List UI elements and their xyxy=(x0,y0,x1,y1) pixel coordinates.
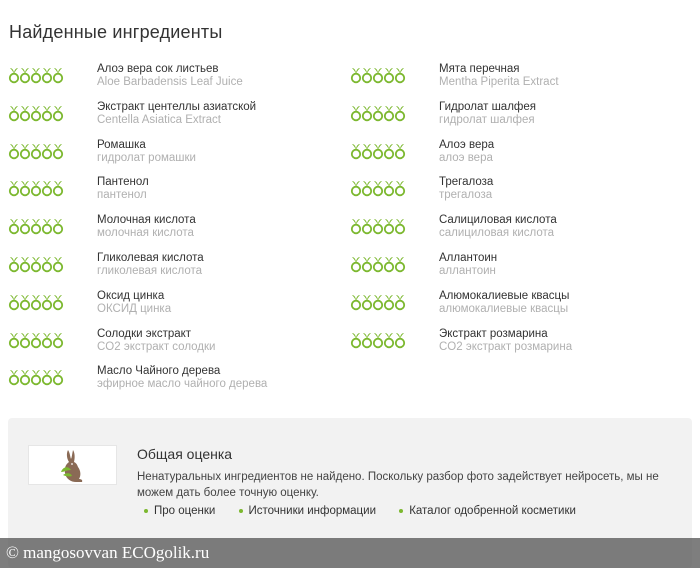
ingredient-item[interactable] xyxy=(350,138,690,174)
ingredient-item[interactable] xyxy=(8,62,348,98)
ingredient-names xyxy=(97,138,196,165)
ingredient-names xyxy=(97,175,149,202)
ingredient-inci: гидролат шалфея xyxy=(439,113,535,126)
bullet-icon xyxy=(239,509,243,513)
ingredient-name: Гидролат шалфея xyxy=(439,100,536,113)
ingredient-names xyxy=(97,100,256,127)
leaf-rating-icon xyxy=(8,104,64,122)
ingredient-names xyxy=(439,138,494,165)
ingredient-name: Оксид цинка xyxy=(97,289,165,302)
ingredient-item[interactable] xyxy=(8,175,348,211)
rabbit-logo-icon xyxy=(28,445,117,485)
ingredient-names xyxy=(439,100,536,127)
link-sources[interactable]: Источники информации xyxy=(239,505,376,517)
leaf-rating-icon xyxy=(350,293,406,311)
ingredient-item[interactable] xyxy=(350,100,690,136)
ingredient-inci: Centella Asiatica Extract xyxy=(97,113,222,126)
ingredient-name: Салициловая кислота xyxy=(439,214,557,227)
ingredient-name: Экстракт центеллы азиатской xyxy=(97,100,257,113)
ingredient-names xyxy=(439,213,557,240)
section-title: Найденные ингредиенты xyxy=(9,22,223,42)
ingredient-names xyxy=(439,327,572,354)
summary-text: Ненатуральных ингредиентов не найдено. Поскольку разбор фото задействует нейросеть, мы не можем дать более точную оценку. xyxy=(137,471,659,499)
ingredient-names xyxy=(97,251,204,278)
leaf-rating-icon xyxy=(8,368,64,386)
leaf-rating-icon xyxy=(350,331,406,349)
ingredient-inci: Aloe Barbadensis Leaf Juice xyxy=(97,76,243,88)
ingredient-inci: ОКСИД цинка xyxy=(97,302,172,315)
ingredient-name: Мята перечная xyxy=(439,63,520,75)
ingredient-names xyxy=(439,251,497,278)
ingredient-inci: молочная кислота xyxy=(97,227,194,240)
ingredient-inci: гидролат ромашки xyxy=(97,151,196,164)
ingredient-names xyxy=(97,327,215,354)
ingredient-inci: CO2 экстракт розмарина xyxy=(439,340,573,353)
watermark-text: © mangosovvan ECOgolik.ru xyxy=(6,543,210,562)
ingredient-name: Трегалоза xyxy=(439,176,494,189)
leaf-rating-icon xyxy=(350,104,406,122)
ingredient-item[interactable] xyxy=(8,251,348,287)
leaf-rating-icon xyxy=(350,179,406,197)
ingredient-inci: гликолевая кислота xyxy=(97,265,203,277)
ingredient-inci: Mentha Piperita Extract xyxy=(439,76,559,88)
leaf-rating-icon xyxy=(8,331,64,349)
ingredient-name: Солодки экстракт xyxy=(97,327,192,340)
ingredient-names xyxy=(97,364,267,391)
leaf-rating-icon xyxy=(8,66,64,84)
ingredient-inci: эфирное масло чайного дерева xyxy=(97,378,268,391)
leaf-rating-icon xyxy=(8,255,64,273)
link-approved-catalog[interactable]: Каталог одобренной косметики xyxy=(399,505,576,517)
ingredient-inci: CO2 экстракт солодки xyxy=(97,340,216,353)
ingredient-name: Алоэ вера сок листьев xyxy=(97,63,219,75)
ingredient-names xyxy=(439,62,559,89)
ingredient-item[interactable] xyxy=(350,62,690,98)
ingredient-inci: алоэ вера xyxy=(439,151,493,164)
ingredient-names xyxy=(97,213,196,240)
ingredient-item[interactable] xyxy=(8,138,348,174)
leaf-rating-icon xyxy=(350,142,406,160)
ingredient-name: Гликолевая кислота xyxy=(97,252,204,264)
bullet-icon xyxy=(399,509,403,513)
ingredient-name: Алоэ вера xyxy=(439,138,495,151)
link-about-ratings[interactable]: Про оценки xyxy=(144,505,215,517)
ingredient-inci: алюмокалиевые квасцы xyxy=(439,302,569,315)
summary-links xyxy=(144,505,596,517)
leaf-rating-icon xyxy=(8,142,64,160)
leaf-rating-icon xyxy=(8,293,64,311)
summary-title: Общая оценка xyxy=(137,446,233,462)
leaf-rating-icon xyxy=(350,255,406,273)
ingredient-name: Алюмокалиевые квасцы xyxy=(439,289,570,302)
ingredient-inci: аллантоин xyxy=(439,265,496,277)
ingredient-inci: салициловая кислота xyxy=(439,227,555,240)
leaf-rating-icon xyxy=(350,217,406,235)
ingredient-item[interactable] xyxy=(350,175,690,211)
ingredient-names xyxy=(97,62,243,89)
ingredient-item[interactable] xyxy=(350,251,690,287)
ingredient-names xyxy=(439,289,569,316)
bullet-icon xyxy=(144,509,148,513)
ingredient-name: Аллантоин xyxy=(439,252,498,264)
ingredient-names xyxy=(439,175,493,202)
ingredient-item[interactable] xyxy=(8,364,348,400)
ingredient-item[interactable] xyxy=(350,327,690,363)
ingredient-item[interactable] xyxy=(8,289,348,325)
ingredient-item[interactable] xyxy=(8,100,348,136)
ingredient-item[interactable] xyxy=(8,213,348,249)
ingredient-name: Молочная кислота xyxy=(97,214,196,227)
ingredient-item[interactable] xyxy=(350,213,690,249)
ingredient-name: Масло Чайного дерева xyxy=(97,365,221,378)
leaf-rating-icon xyxy=(8,179,64,197)
ingredient-inci: трегалоза xyxy=(439,189,493,202)
ingredient-name: Экстракт розмарина xyxy=(439,327,548,340)
ingredient-name: Пантенол xyxy=(97,176,149,189)
ingredient-item[interactable] xyxy=(8,327,348,363)
watermark xyxy=(0,538,700,568)
leaf-rating-icon xyxy=(350,66,406,84)
ingredient-item[interactable] xyxy=(350,289,690,325)
ingredient-names xyxy=(97,289,171,316)
ingredient-inci: пантенол xyxy=(97,189,147,202)
leaf-rating-icon xyxy=(8,217,64,235)
ingredient-name: Ромашка xyxy=(97,138,146,151)
